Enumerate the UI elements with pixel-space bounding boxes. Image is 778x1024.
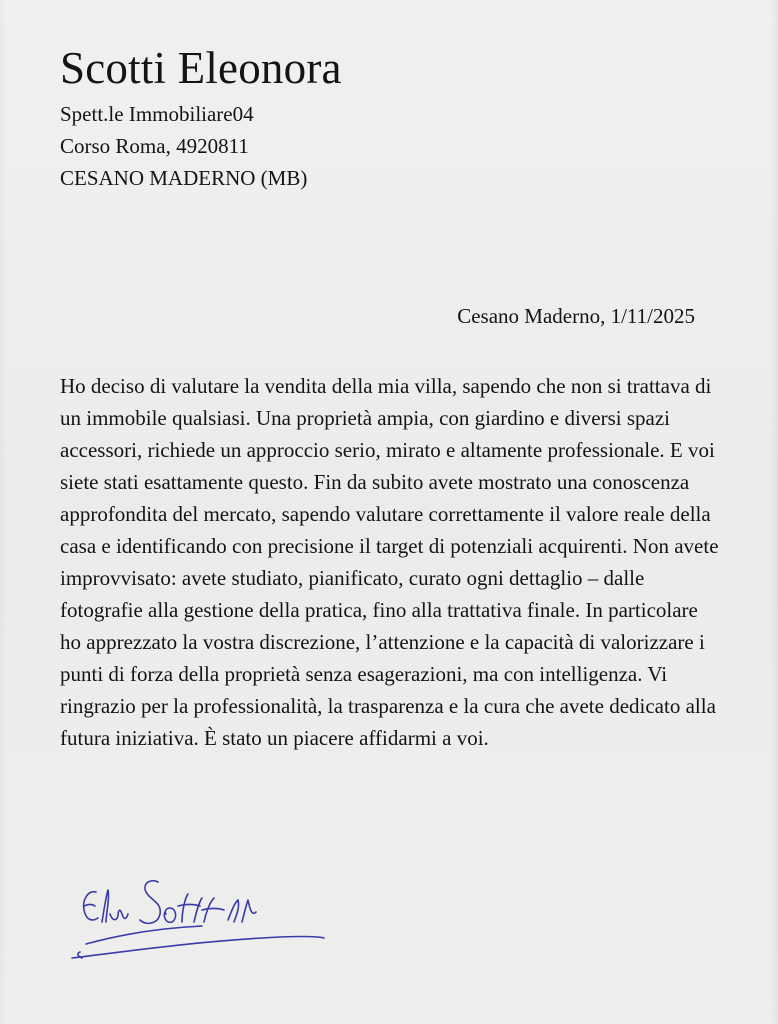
recipient-address xyxy=(60,98,307,194)
sender-name: Scotti Eleonora xyxy=(60,43,342,93)
recipient-street: Corso Roma, 4920811 xyxy=(60,134,249,158)
place-date: Cesano Maderno, 1/11/2025 xyxy=(457,304,695,328)
recipient-city: CESANO MADERNO (MB) xyxy=(60,166,308,190)
recipient-company: Spett.le Immobiliare04 xyxy=(60,102,254,126)
letter-body: Ho deciso di valutare la vendita della mia villa, sapendo che non si trattava di un immobile qualsiasi. Una proprietà ampia, con giardino e diversi spazi accessori, richiede un approccio serio, mirato e altamente professionale. E voi siete stati esattamente questo. Fin da subito avete mostrato una conoscenza approfondita del mercato, sapendo valutare correttamente il valore reale della casa e identificando con precisione il target di potenziali acquirenti. Non avete improvvisato: avete studiato, pianificato, curato ogni dettaglio – dalle fotografie alla gestione della pratica, fino alla trattativa finale. In particolare ho apprezzato la vostra discrezione, l’attenzione e la capacità di valorizzare i punti di forza della proprietà senza esagerazioni, ma con intelligenza. Vi ringrazio per la professionalità, la trasparenza e la cura che avete dedicato alla futura iniziativa. È stato un piacere affidarmi a voi. xyxy=(60,374,719,750)
handwritten-signature xyxy=(62,870,342,970)
